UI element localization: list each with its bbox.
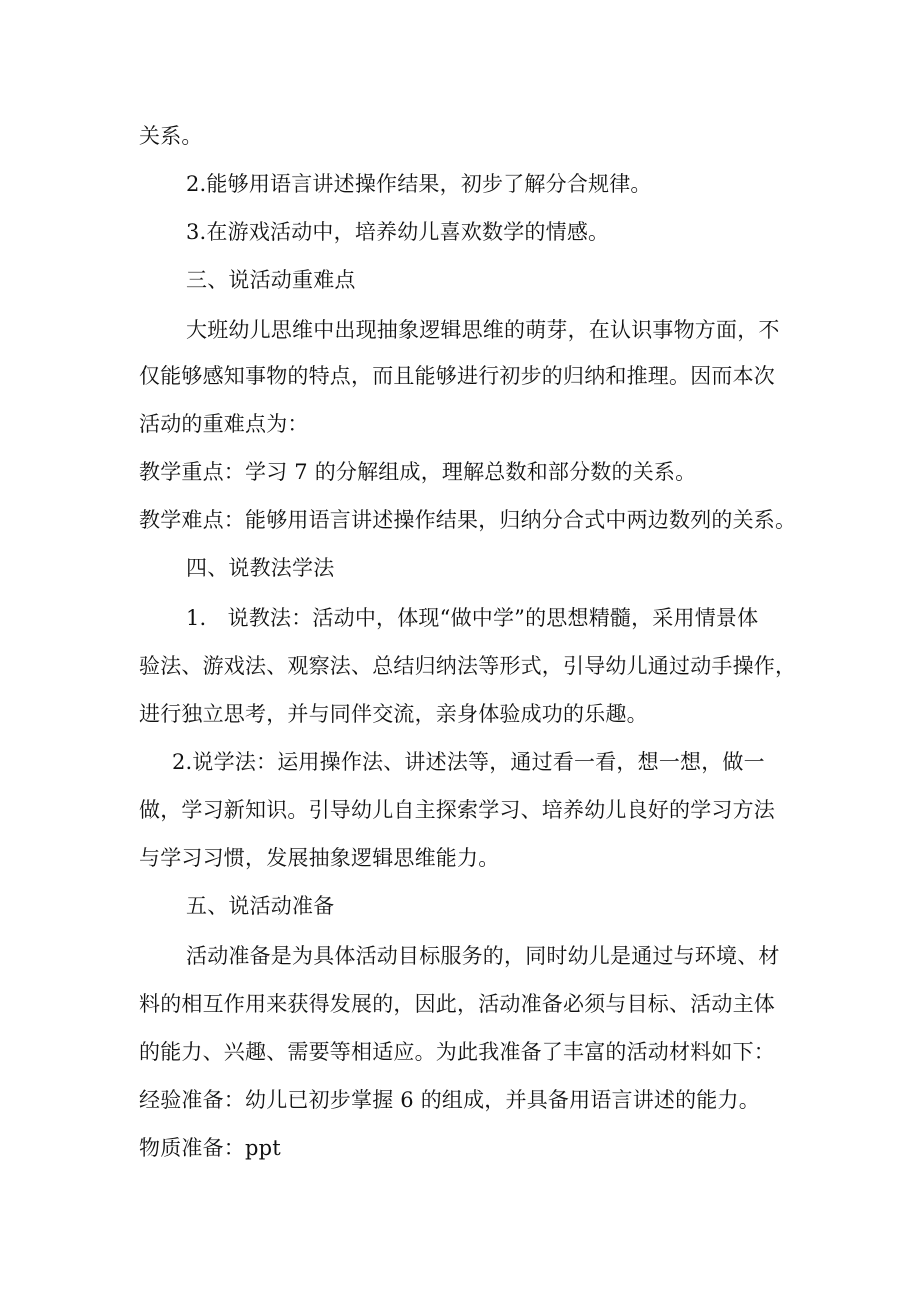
paragraph-teaching-method-line-1: 1. 说教法：活动中，体现“做中学”的思想精髓，采用情景体 — [186, 606, 759, 630]
paragraph-learning-method-line-2: 做，学习新知识。引导幼儿自主探索学习、培养幼儿良好的学习方法 — [139, 798, 775, 822]
paragraph-learning-method-line-3: 与学习习惯，发展抽象逻辑思维能力。 — [139, 846, 500, 870]
section-heading-preparation: 五、说活动准备 — [186, 894, 335, 918]
section-heading-methods: 四、说教法学法 — [186, 556, 335, 580]
text-line-objective-3: 3.在游戏活动中，培养幼儿喜欢数学的情感。 — [186, 220, 610, 244]
text-line-continuation: 关系。 — [139, 124, 203, 148]
paragraph-learning-method-line-1: 2.说学法：运用操作法、讲述法等，通过看一看，想一想，做一 — [172, 750, 765, 774]
text-line-objective-2: 2.能够用语言讲述操作结果，初步了解分合规律。 — [186, 172, 652, 196]
paragraph-key-points-line-3: 活动的重难点为： — [139, 412, 309, 436]
experience-preparation: 经验准备：幼儿已初步掌握 6 的组成，并具备用语言讲述的能力。 — [139, 1088, 760, 1112]
material-preparation: 物质准备：ppt — [139, 1136, 281, 1160]
paragraph-teaching-method-line-2: 验法、游戏法、观察法、总结归纳法等形式，引导幼儿通过动手操作， — [139, 654, 797, 678]
teaching-difficulty: 教学难点：能够用语言讲述操作结果，归纳分合式中两边数列的关系。 — [139, 508, 797, 532]
paragraph-preparation-line-1: 活动准备是为具体活动目标服务的，同时幼儿是通过与环境、材 — [186, 944, 780, 968]
teaching-focus: 教学重点：学习 7 的分解组成，理解总数和部分数的关系。 — [139, 460, 697, 484]
paragraph-preparation-line-2: 料的相互作用来获得发展的，因此，活动准备必须与目标、活动主体 — [139, 992, 775, 1016]
section-heading-key-points: 三、说活动重难点 — [186, 268, 356, 292]
paragraph-teaching-method-line-3: 进行独立思考，并与同伴交流，亲身体验成功的乐趣。 — [139, 702, 648, 726]
paragraph-preparation-line-3: 的能力、兴趣、需要等相适应。为此我准备了丰富的活动材料如下： — [139, 1040, 775, 1064]
paragraph-key-points-line-2: 仅能够感知事物的特点，而且能够进行初步的归纳和推理。因而本次 — [139, 364, 775, 388]
paragraph-key-points-line-1: 大班幼儿思维中出现抽象逻辑思维的萌芽，在认识事物方面，不 — [186, 318, 780, 342]
